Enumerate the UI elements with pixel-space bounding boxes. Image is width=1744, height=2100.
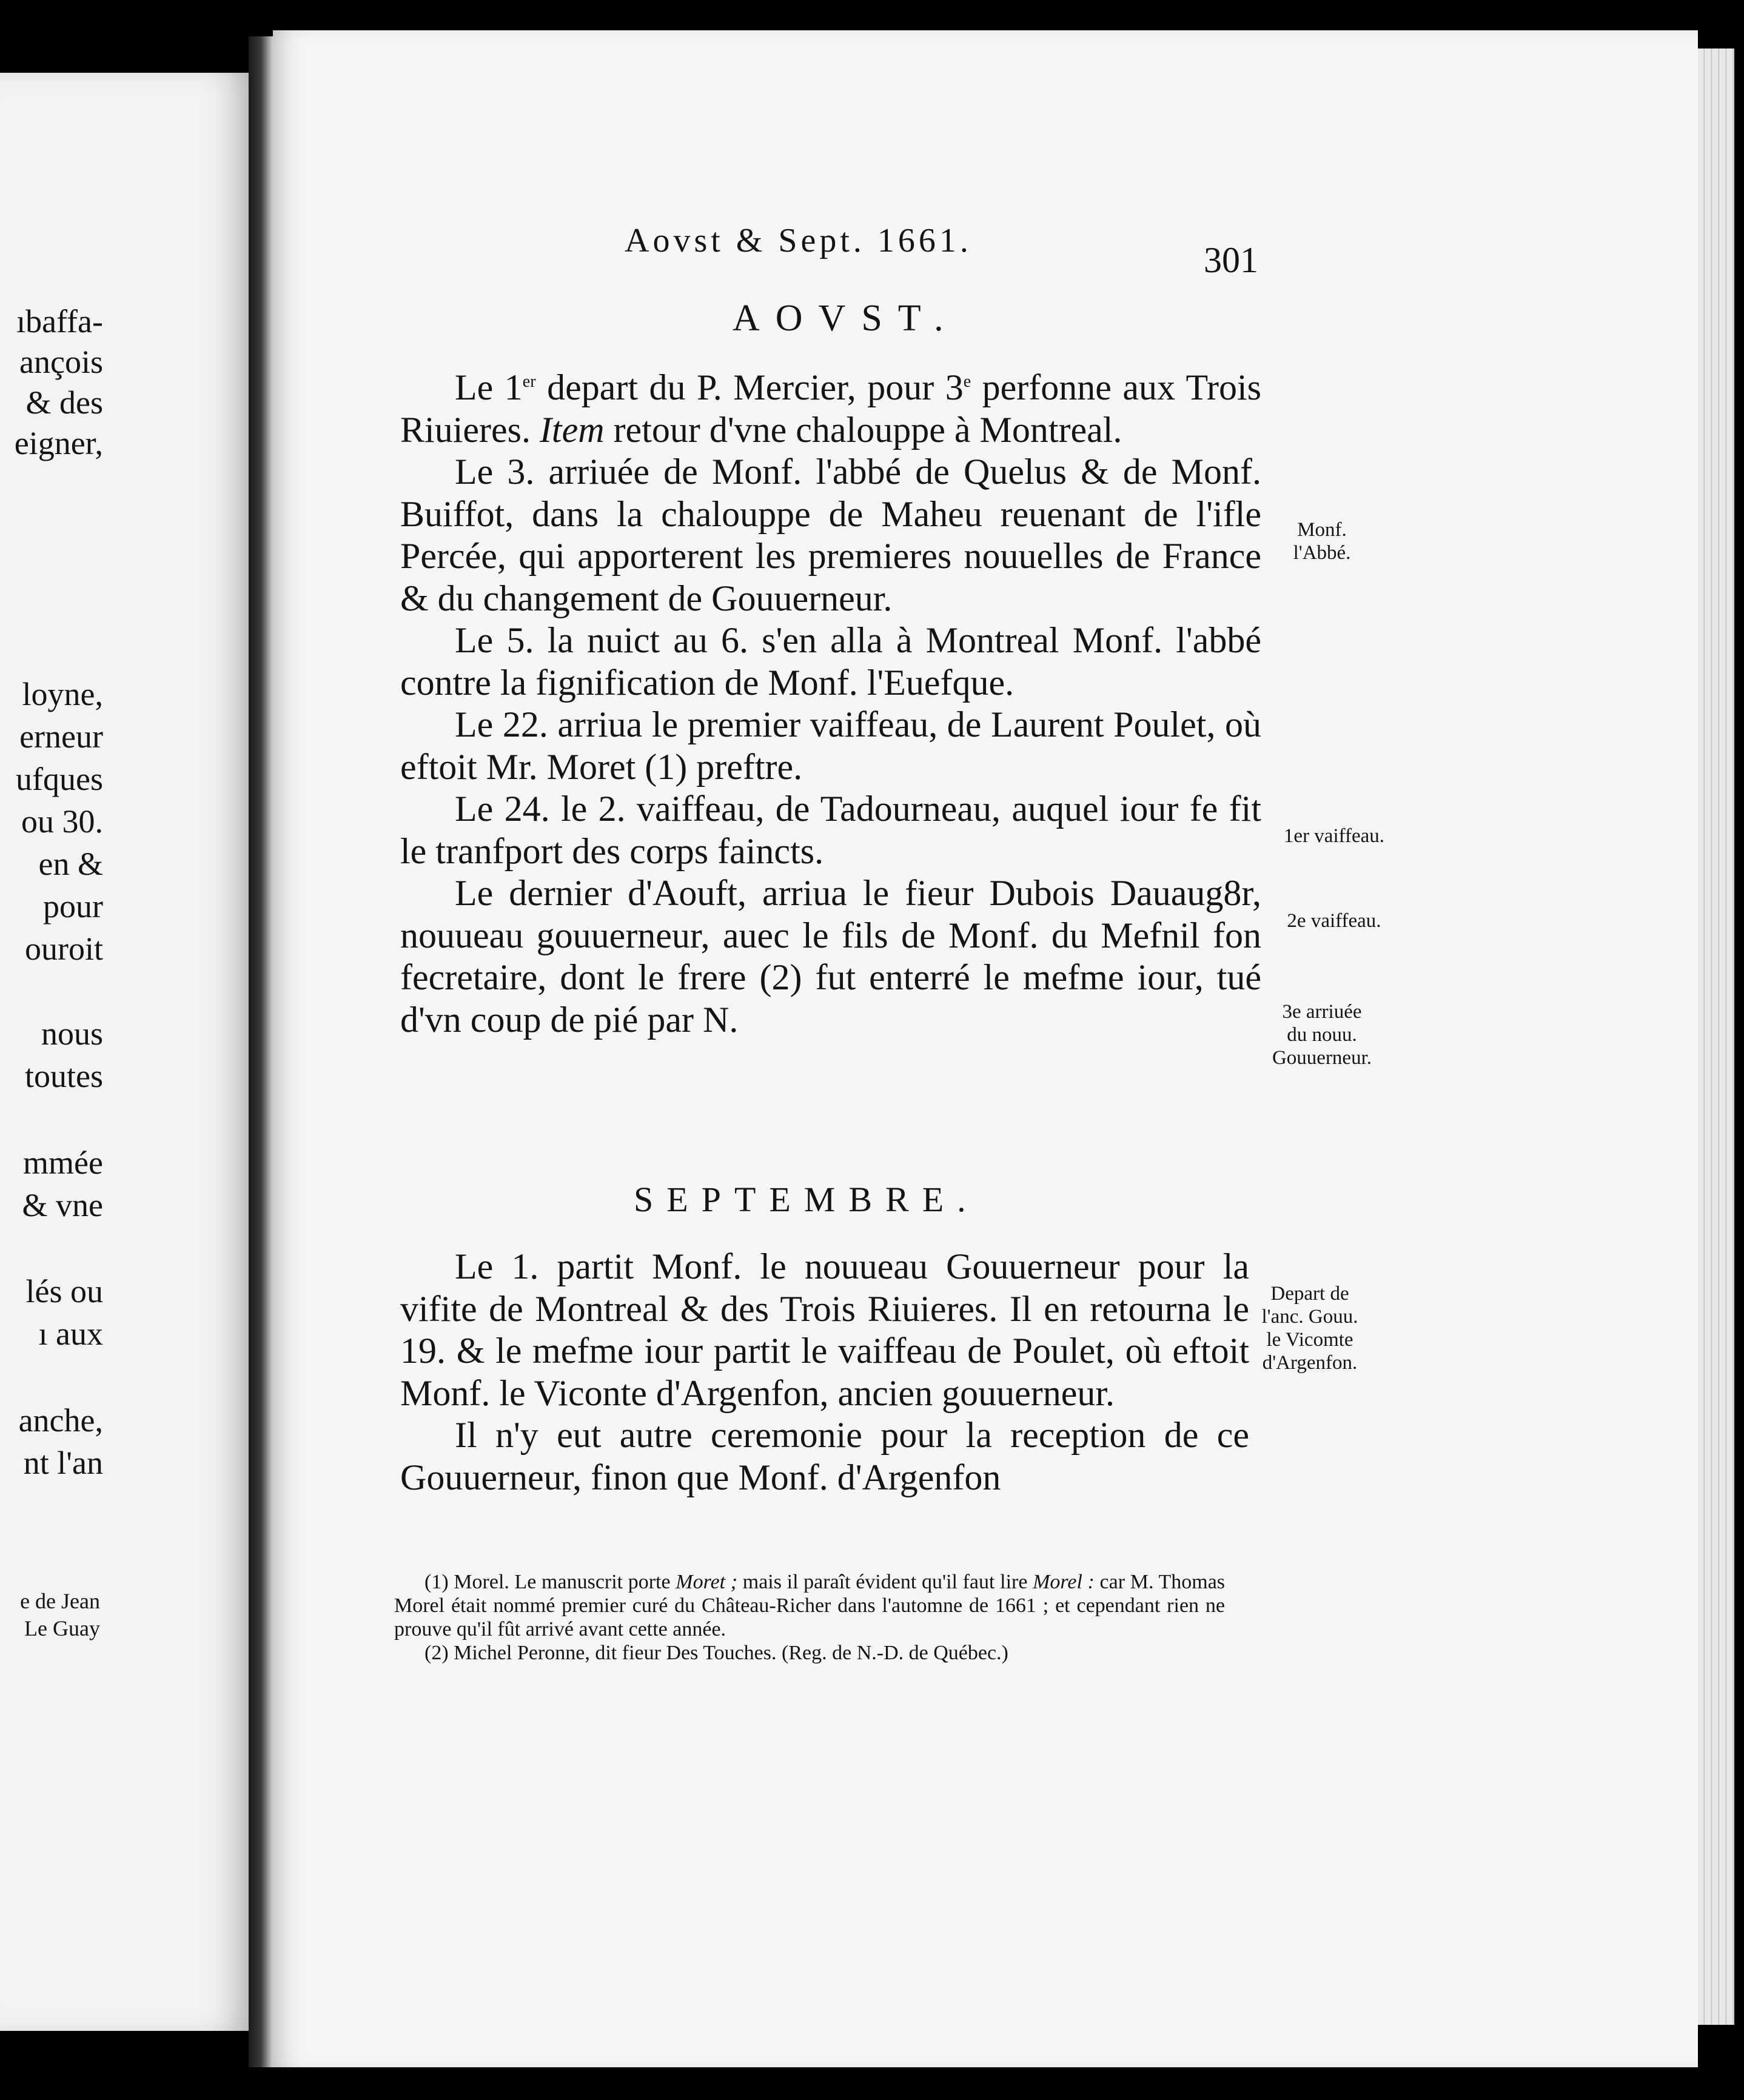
paragraph: Le 24. le 2. vaiffeau, de Tadourneau, auquel iour fe fit le tranfport des corps faincts. <box>400 789 1261 871</box>
left-line: loyne, <box>22 676 103 712</box>
left-line: & vne <box>22 1187 103 1223</box>
footnote-2: (2) Michel Peronne, dit fieur Des Touches. (Reg. de N.-D. de Québec.) <box>424 1642 1008 1664</box>
page-number: 301 <box>1204 240 1258 280</box>
left-line: & des <box>25 384 103 421</box>
paragraph: Le 1er depart du P. Mercier, pour 3e perfonne aux Trois Riuieres. Item retour d'vne chalouppe à Montreal. <box>400 367 1261 450</box>
book-gutter <box>249 36 273 2067</box>
left-line: eigner, <box>14 425 103 461</box>
left-line: pour <box>43 888 103 925</box>
aovst-body <box>400 361 1261 1041</box>
left-page <box>0 73 249 2031</box>
margin-note-vaisseau-1: 1er vaiffeau. <box>1283 825 1385 847</box>
footnote-1: (1) Morel. Le manuscrit porte Moret ; mais il paraît évident qu'il faut lire Morel : car M. Thomas Morel était nommé premier curé du Château-Richer dans l'automne de 1661 ; et cependant rien ne prouve qu'il fût arrivé avant cette année. <box>394 1571 1226 1640</box>
left-footnote-line: e de Jean <box>20 1589 100 1613</box>
paragraph: Le 3. arriuée de Monf. l'abbé de Quelus & de Monf. Buiffot, dans la chalouppe de Maheu reuenant de l'ifle Percée, qui apporterent les premieres nouuelles de France & du changement de Gouuerneur. <box>400 452 1261 618</box>
left-line: ou 30. <box>21 803 103 840</box>
left-line: ufques <box>16 761 103 797</box>
main-page <box>273 30 1698 2067</box>
paragraph: Le 22. arriua le premier vaiffeau, de Laurent Poulet, où eftoit Mr. Moret (1) preftre. <box>400 704 1261 787</box>
margin-note-depart: Depart de l'anc. Gouu. le Vicomte d'Argenfon. <box>1261 1283 1358 1374</box>
paragraph: Le 1. partit Monf. le nouueau Gouuerneur pour la vifite de Montreal & des Trois Riuieres. Il en retourna le 19. & le mefme iour partit le vaiffeau de Poulet, où eftoit Monf. le Viconte d'Argenfon, ancien gouuerneur. <box>400 1246 1249 1413</box>
footnotes <box>394 1570 1225 1665</box>
paragraph: Le dernier d'Aouft, arriua le fieur Dubois Dauaug8r, nouueau gouuerneur, auec le fils de Monf. du Mefnil fon fecretaire, dont le frere (2) fut enterré le mefme iour, tué d'vn coup de pié par N. <box>400 873 1261 1040</box>
left-line: toutes <box>25 1058 103 1094</box>
section-title-septembre: SEPTEMBRE. <box>634 1180 979 1219</box>
left-line: ıbaffa- <box>16 303 103 339</box>
margin-note-abbe: Monf. l'Abbé. <box>1293 519 1351 564</box>
left-line: ouroit <box>25 931 103 967</box>
left-footnote-line: Le Guay <box>24 1616 100 1640</box>
margin-note-gouverneur: 3e arriuée du nouu. Gouuerneur. <box>1272 1001 1372 1069</box>
left-line: mmée <box>23 1145 103 1181</box>
margin-note-vaisseau-2: 2e vaiffeau. <box>1287 910 1381 932</box>
paragraph: Il n'y eut autre ceremonie pour la reception de ce Gouuerneur, finon que Monf. d'Argenfon <box>400 1415 1249 1497</box>
left-line: erneur <box>19 718 103 755</box>
left-line: en & <box>38 846 103 882</box>
left-line: ançois <box>19 344 103 380</box>
left-line: anche, <box>18 1402 103 1439</box>
paragraph: Le 5. la nuict au 6. s'en alla à Montreal Monf. l'abbé contre la fignification de Monf. l'Euefque. <box>400 620 1261 703</box>
running-head: Aovst & Sept. 1661. <box>625 222 972 259</box>
left-line: nous <box>41 1015 103 1052</box>
left-line: lés ou <box>25 1273 103 1309</box>
left-line: ı aux <box>38 1316 103 1352</box>
section-title-aovst: AOVST. <box>733 298 959 339</box>
septembre-body <box>400 1246 1249 1499</box>
left-line: nt l'an <box>23 1445 103 1481</box>
